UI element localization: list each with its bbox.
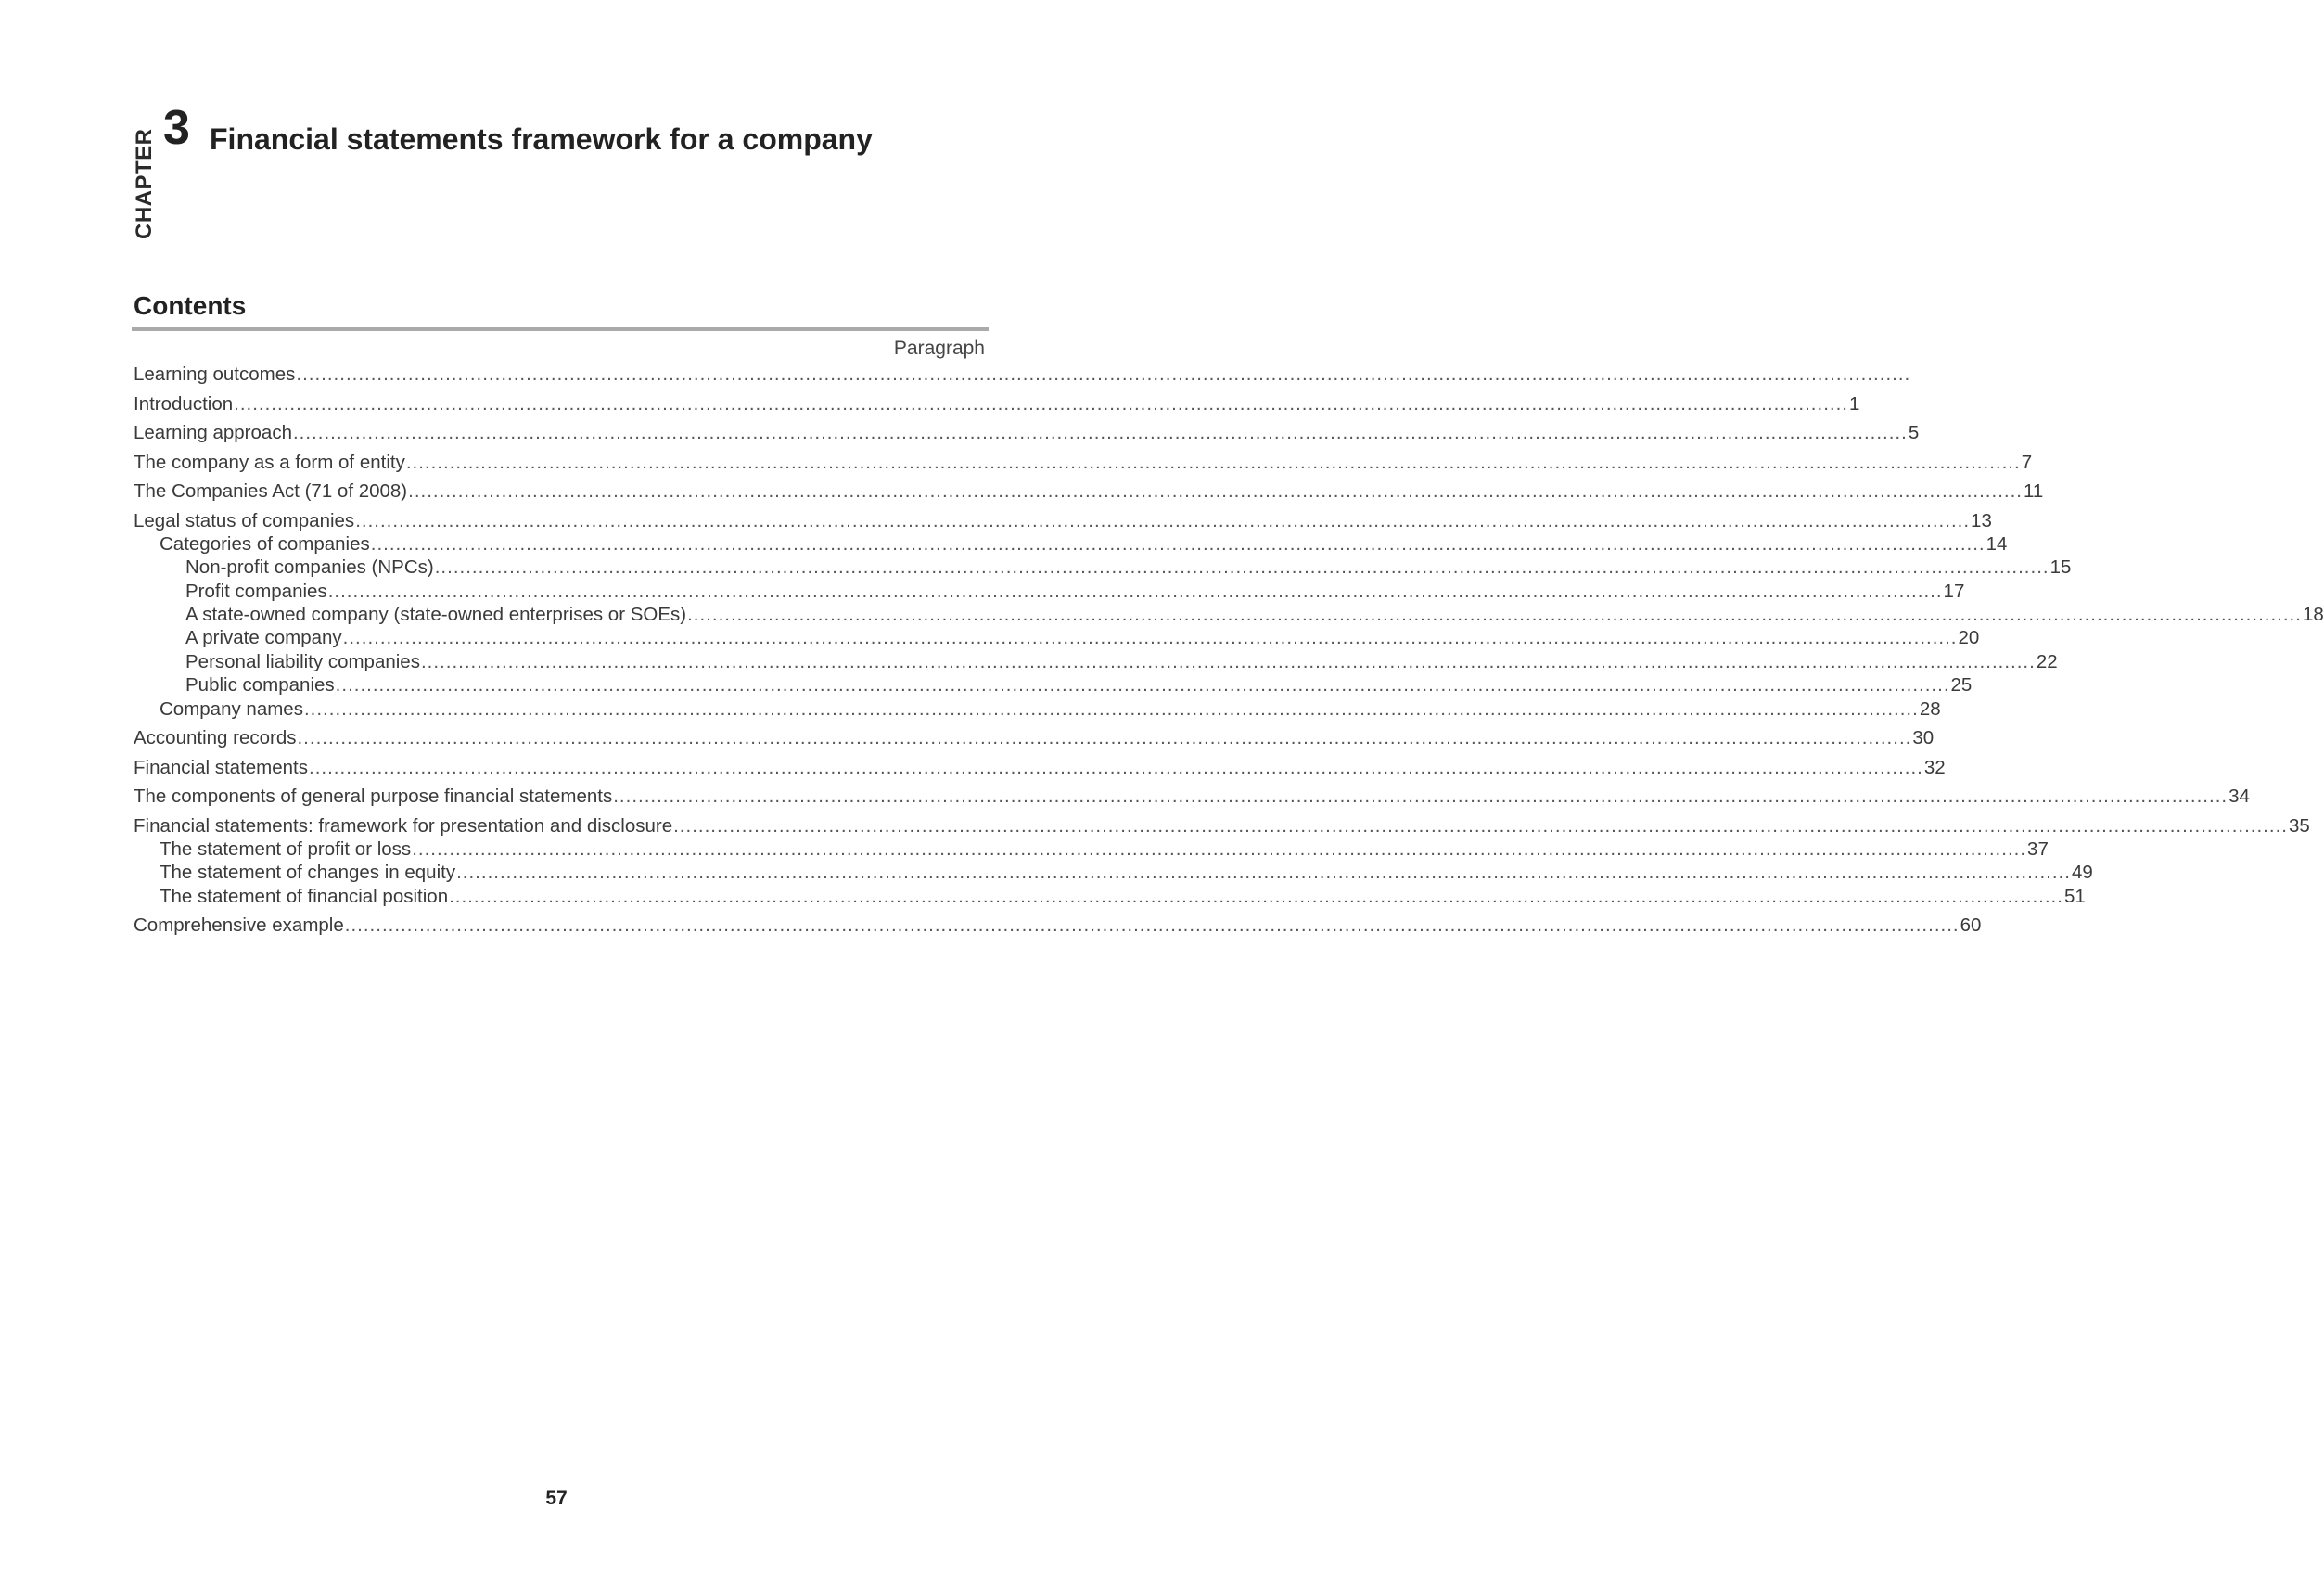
toc-entry [134,392,1860,423]
toc-entry [134,756,1946,786]
toc-entry-title: Profit companies [185,580,327,602]
toc-entry [134,650,2058,674]
heading-divider [132,327,989,331]
toc-entry-paragraph: 34 [2228,786,2250,808]
toc-entry-paragraph: 49 [2071,862,2093,884]
toc-entry-paragraph: 18 [2302,604,2324,626]
dot-leader: .................................................................................................................................................................................................................................................................... [449,885,2063,907]
dot-leader: .................................................................................................................................................................................................................................................................... [344,914,1960,937]
toc-entry-title: Categories of companies [160,532,370,555]
dot-leader: .................................................................................................................................................................................................................................................................... [335,674,1950,697]
dot-leader: .................................................................................................................................................................................................................................................................... [434,556,2049,579]
dot-leader: .................................................................................................................................................................................................................................................................... [613,786,2228,808]
toc-entry-title: The statement of financial position [160,885,449,907]
dot-leader: .................................................................................................................................................................................................................................................................... [296,364,1911,385]
toc-entry-paragraph: 35 [2288,814,2310,837]
toc-entry-title: Company names [160,697,303,720]
toc-entry-paragraph: 7 [2021,451,2033,473]
dot-leader: .................................................................................................................................................................................................................................................................... [303,697,1919,720]
dot-leader: .................................................................................................................................................................................................................................................................... [370,532,1986,555]
toc-entry-title: The components of general purpose financial statements [134,786,613,808]
toc-entry-paragraph: 28 [1919,697,1941,720]
dot-leader: .................................................................................................................................................................................................................................................................... [673,814,2288,837]
dot-leader: .................................................................................................................................................................................................................................................................... [327,580,1943,602]
toc-entry-paragraph: 15 [2049,556,2072,579]
toc-entry-title: Introduction [134,392,234,415]
dot-leader: .................................................................................................................................................................................................................................................................... [234,392,1848,415]
table-of-contents [134,364,2324,944]
toc-entry-title: Comprehensive example [134,914,344,937]
toc-entry [134,838,2049,862]
dot-leader: .................................................................................................................................................................................................................................................................... [687,604,2302,626]
toc-entry [134,786,2250,815]
toc-entry-paragraph: 30 [1912,727,1935,749]
toc-entry [134,627,1980,650]
toc-entry [134,509,1992,533]
toc-entry-title: Learning approach [134,422,292,443]
toc-entry [134,885,2086,915]
toc-entry [134,451,2033,481]
toc-entry-title: Legal status of companies [134,509,355,531]
dot-leader: .................................................................................................................................................................................................................................................................... [412,838,2027,861]
dot-leader: .................................................................................................................................................................................................................................................................... [292,422,1908,443]
toc-entry [134,480,2044,510]
toc-entry-paragraph: 37 [2027,838,2049,861]
toc-entry [134,914,1982,944]
toc-entry-paragraph: 51 [2063,885,2086,907]
toc-entry-title: Financial statements [134,756,309,778]
dot-leader: .................................................................................................................................................................................................................................................................... [456,862,2071,884]
toc-entry-title: The statement of profit or loss [160,838,412,861]
dot-leader: .................................................................................................................................................................................................................................................................... [408,480,2023,502]
toc-entry-paragraph: 60 [1960,914,1982,937]
toc-entry-title: The Companies Act (71 of 2008) [134,480,408,502]
chapter-label: CHAPTER [132,128,157,239]
dot-leader: .................................................................................................................................................................................................................................................................... [309,756,1923,778]
toc-entry-title: Public companies [185,674,335,697]
paragraph-column-label: Paragraph [893,338,985,359]
toc-entry-title: The company as a form of entity [134,451,405,473]
toc-entry-paragraph: 25 [1950,674,1973,697]
toc-entry-title: A private company [185,627,342,649]
toc-entry [134,814,2310,838]
dot-leader: .................................................................................................................................................................................................................................................................... [342,627,1958,649]
contents-heading: Contents [134,291,247,320]
toc-entry-paragraph: 17 [1943,580,1965,602]
toc-entry [134,862,2093,885]
dot-leader: .................................................................................................................................................................................................................................................................... [405,451,2021,473]
toc-entry-paragraph: 22 [2036,650,2058,672]
toc-entry [134,727,1935,757]
dot-leader: .................................................................................................................................................................................................................................................................... [297,727,1912,749]
toc-entry-paragraph: 32 [1923,756,1946,778]
toc-entry [134,580,1965,604]
chapter-title: Financial statements framework for a company [210,122,873,156]
toc-entry-paragraph: 14 [1986,532,2008,555]
dot-leader: .................................................................................................................................................................................................................................................................... [355,509,1971,531]
toc-entry [134,364,1911,393]
toc-entry-title: A state-owned company (state-owned enterprises or SOEs) [185,604,687,626]
toc-entry-paragraph: 1 [1848,392,1860,415]
toc-entry [134,532,2008,556]
toc-entry-title: The statement of changes in equity [160,862,456,884]
toc-entry-title: Financial statements: framework for presentation and disclosure [134,814,673,837]
toc-entry-paragraph: 20 [1958,627,1980,649]
dot-leader: .................................................................................................................................................................................................................................................................... [420,650,2036,672]
toc-entry-paragraph: 5 [1908,422,1920,443]
toc-entry-paragraph: 13 [1971,509,1992,531]
toc-entry-title: Learning outcomes [134,364,296,385]
chapter-number: 3 [163,101,190,155]
page-number: 57 [545,1488,568,1509]
toc-entry [134,697,1941,728]
toc-entry-title: Non-profit companies (NPCs) [185,556,434,579]
toc-entry-title: Personal liability companies [185,650,420,672]
toc-entry-paragraph: 11 [2024,480,2044,502]
toc-entry [134,604,2324,627]
toc-entry-title: Accounting records [134,727,297,749]
toc-entry [134,422,1920,452]
toc-entry [134,556,2072,580]
toc-entry [134,674,1973,697]
